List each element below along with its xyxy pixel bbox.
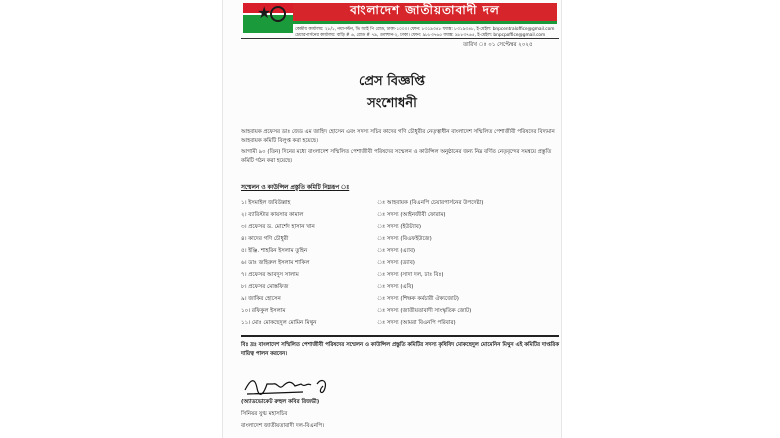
- member-role: ঃ সদস্য (ইউট্যাব): [377, 224, 422, 230]
- note-text: বিঃ দ্রঃ বাংলাদেশ সম্মিলিত পেশাজীবী পরিষদের সম্মেলন ও কাউন্সিল প্রস্তুতি কমিটির সদস্য কৃষিবিদ মোকছেদুল মোমেনিন মিথুন এই কমিটির দাপ্তরিক দায়িত্ব পালন করবেন।: [241, 342, 559, 357]
- member-name: ১১। মোঃ মোকছেদুল মোমিন মিথুন: [241, 320, 317, 326]
- document-date: তারিখ ঃ ০১ সেপ্টেম্বর ২০২৫: [463, 42, 533, 48]
- member-row: [241, 269, 559, 281]
- member-name: ৪। কাদের গণি চৌধুরী: [241, 236, 289, 242]
- signatory-name: (অ্যাডভোকেট রুহুল কবির রিজভী): [241, 399, 320, 405]
- member-role: ঃ সদস্য (ড্যাব): [377, 260, 415, 266]
- document-subtitle: সংশোধনী: [367, 96, 417, 111]
- member-name: ৯। জাকির হোসেন: [241, 296, 281, 302]
- signatory-organization: বাংলাদেশ জাতীয়তাবাদী দল-বিএনপি।: [241, 423, 325, 429]
- document-title: প্রেস বিজ্ঞপ্তি: [359, 74, 425, 89]
- header-rule: [241, 38, 559, 39]
- address-line-1: কেন্দ্রীয় কার্যালয়: ২৮/১, নয়াপল্টন, ভি আই পি রোড, ঢাকা-১০০০। ফোন: ৮৩১৯৩৪৮ ফ্যাক্স: ৮৩১৯৩৪৮, ই-মেইল: bnpcentraloffice@gmail.com: [295, 27, 555, 32]
- committee-heading: সম্মেলন ও কাউন্সিল প্রস্তুতি কমিটি নিম্নরূপ ঃ: [241, 185, 350, 191]
- member-role: ঃ সদস্য (সাদা দল, ঢাঃ বিঃ): [377, 272, 444, 278]
- member-row: [241, 209, 559, 221]
- member-role: ঃ সদস্য (জাতীয়তাবাদী সাংস্কৃতিক জোট): [377, 308, 472, 314]
- banner-divider: [293, 21, 557, 24]
- member-role: ঃ সদস্য (আমরা বিএনপি পরিবার): [377, 320, 456, 326]
- member-row: [241, 281, 559, 293]
- member-name: ১০। রফিকুল ইসলাম: [241, 308, 286, 314]
- member-name: ১। ইসমাইল জবিউল্লাহ: [241, 200, 291, 206]
- member-role: ঃ সদস্য (শিক্ষক কর্মচারী ঐক্যজোট): [377, 296, 459, 302]
- paragraph-dissolution: আহবায়ক প্রফেসর ডাঃ জেড এম জাহিদ হোসেন এবং সদস্য সচিব কাদের গণি চৌধুরীর নেতৃত্বাধীন বাংলাদেশ সম্মিলিত পেশাজীবী পরিষদের বিদ্যমান আহবায়ক কমিটি বিলুপ্ত করা হয়েছে।: [241, 129, 555, 144]
- member-role: ঃ সদস্য (এ্যাব): [377, 248, 416, 254]
- member-row: [241, 221, 559, 233]
- member-row: [241, 317, 559, 329]
- member-name: ৫। ইঞ্জি. শাহরিন ইসলাম তুহিন: [241, 248, 308, 254]
- member-role: ঃ সদস্য (আইনজীবী ফোরাম): [377, 212, 446, 218]
- member-name: ৬। ডাঃ জহিরুল ইসলাম শাকিল: [241, 260, 310, 266]
- signatory-title: সিনিয়র যুগ্ম মহাসচিব: [241, 411, 288, 417]
- party-flag-logo: [243, 3, 293, 33]
- member-role: ঃ সদস্য (এবি): [377, 284, 414, 290]
- member-name: ৭। প্রফেসর আবদুস সালাম: [241, 272, 299, 278]
- member-role: ঃ সদস্য (বিএফইউজে): [377, 236, 432, 242]
- members-list: [241, 197, 559, 329]
- member-row: [241, 257, 559, 269]
- member-name: ৮। প্রফেসর মোস্তফিজ: [241, 284, 289, 290]
- member-name: ২। ব্যারিস্টার কায়সার কামাল: [241, 212, 304, 218]
- wheel-icon: [270, 6, 286, 22]
- star-icon: ★: [257, 3, 272, 22]
- address-line-2: চেয়ারপার্সনের কার্যালয়: বাড়ি # ৬, রোড # ৭৯, গুলশান-২, ঢাকা। ফোন: ৯৮৮৩৭৬৫ ফ্যাক্স: ৯৮৮৩৭৬৫, ই-মেইল: bnpcpoffice@gmail.com: [295, 33, 546, 38]
- member-row: [241, 197, 559, 209]
- handwritten-signature: [243, 372, 338, 400]
- member-name: ৩। প্রফেসর ড. মোর্শেদ হাসান খান: [241, 224, 315, 230]
- note-rule: [241, 335, 559, 337]
- member-row: [241, 233, 559, 245]
- party-name-banner: বাংলাদেশ জাতীয়তাবাদী দল: [293, 3, 557, 21]
- member-row: [241, 245, 559, 257]
- paragraph-formation: আগামী ৯০ (তিন) দিনের মধ্যে বাংলাদেশ সম্মিলিত পেশাজীবী পরিষদের সম্মেলন ও কাউন্সিল অনুষ্ঠানের জন্য নিম্ন বর্ণিত নেতৃবৃন্দের সমন্বয়ে প্রস্তুতি কমিটি গঠন করা হয়েছে।: [241, 149, 552, 164]
- member-role: ঃ আহবায়ক (বিএনপি চেয়ারপার্সনের উপদেষ্টা): [377, 200, 484, 206]
- member-row: [241, 305, 559, 317]
- press-release-document: [222, 0, 562, 438]
- member-row: [241, 293, 559, 305]
